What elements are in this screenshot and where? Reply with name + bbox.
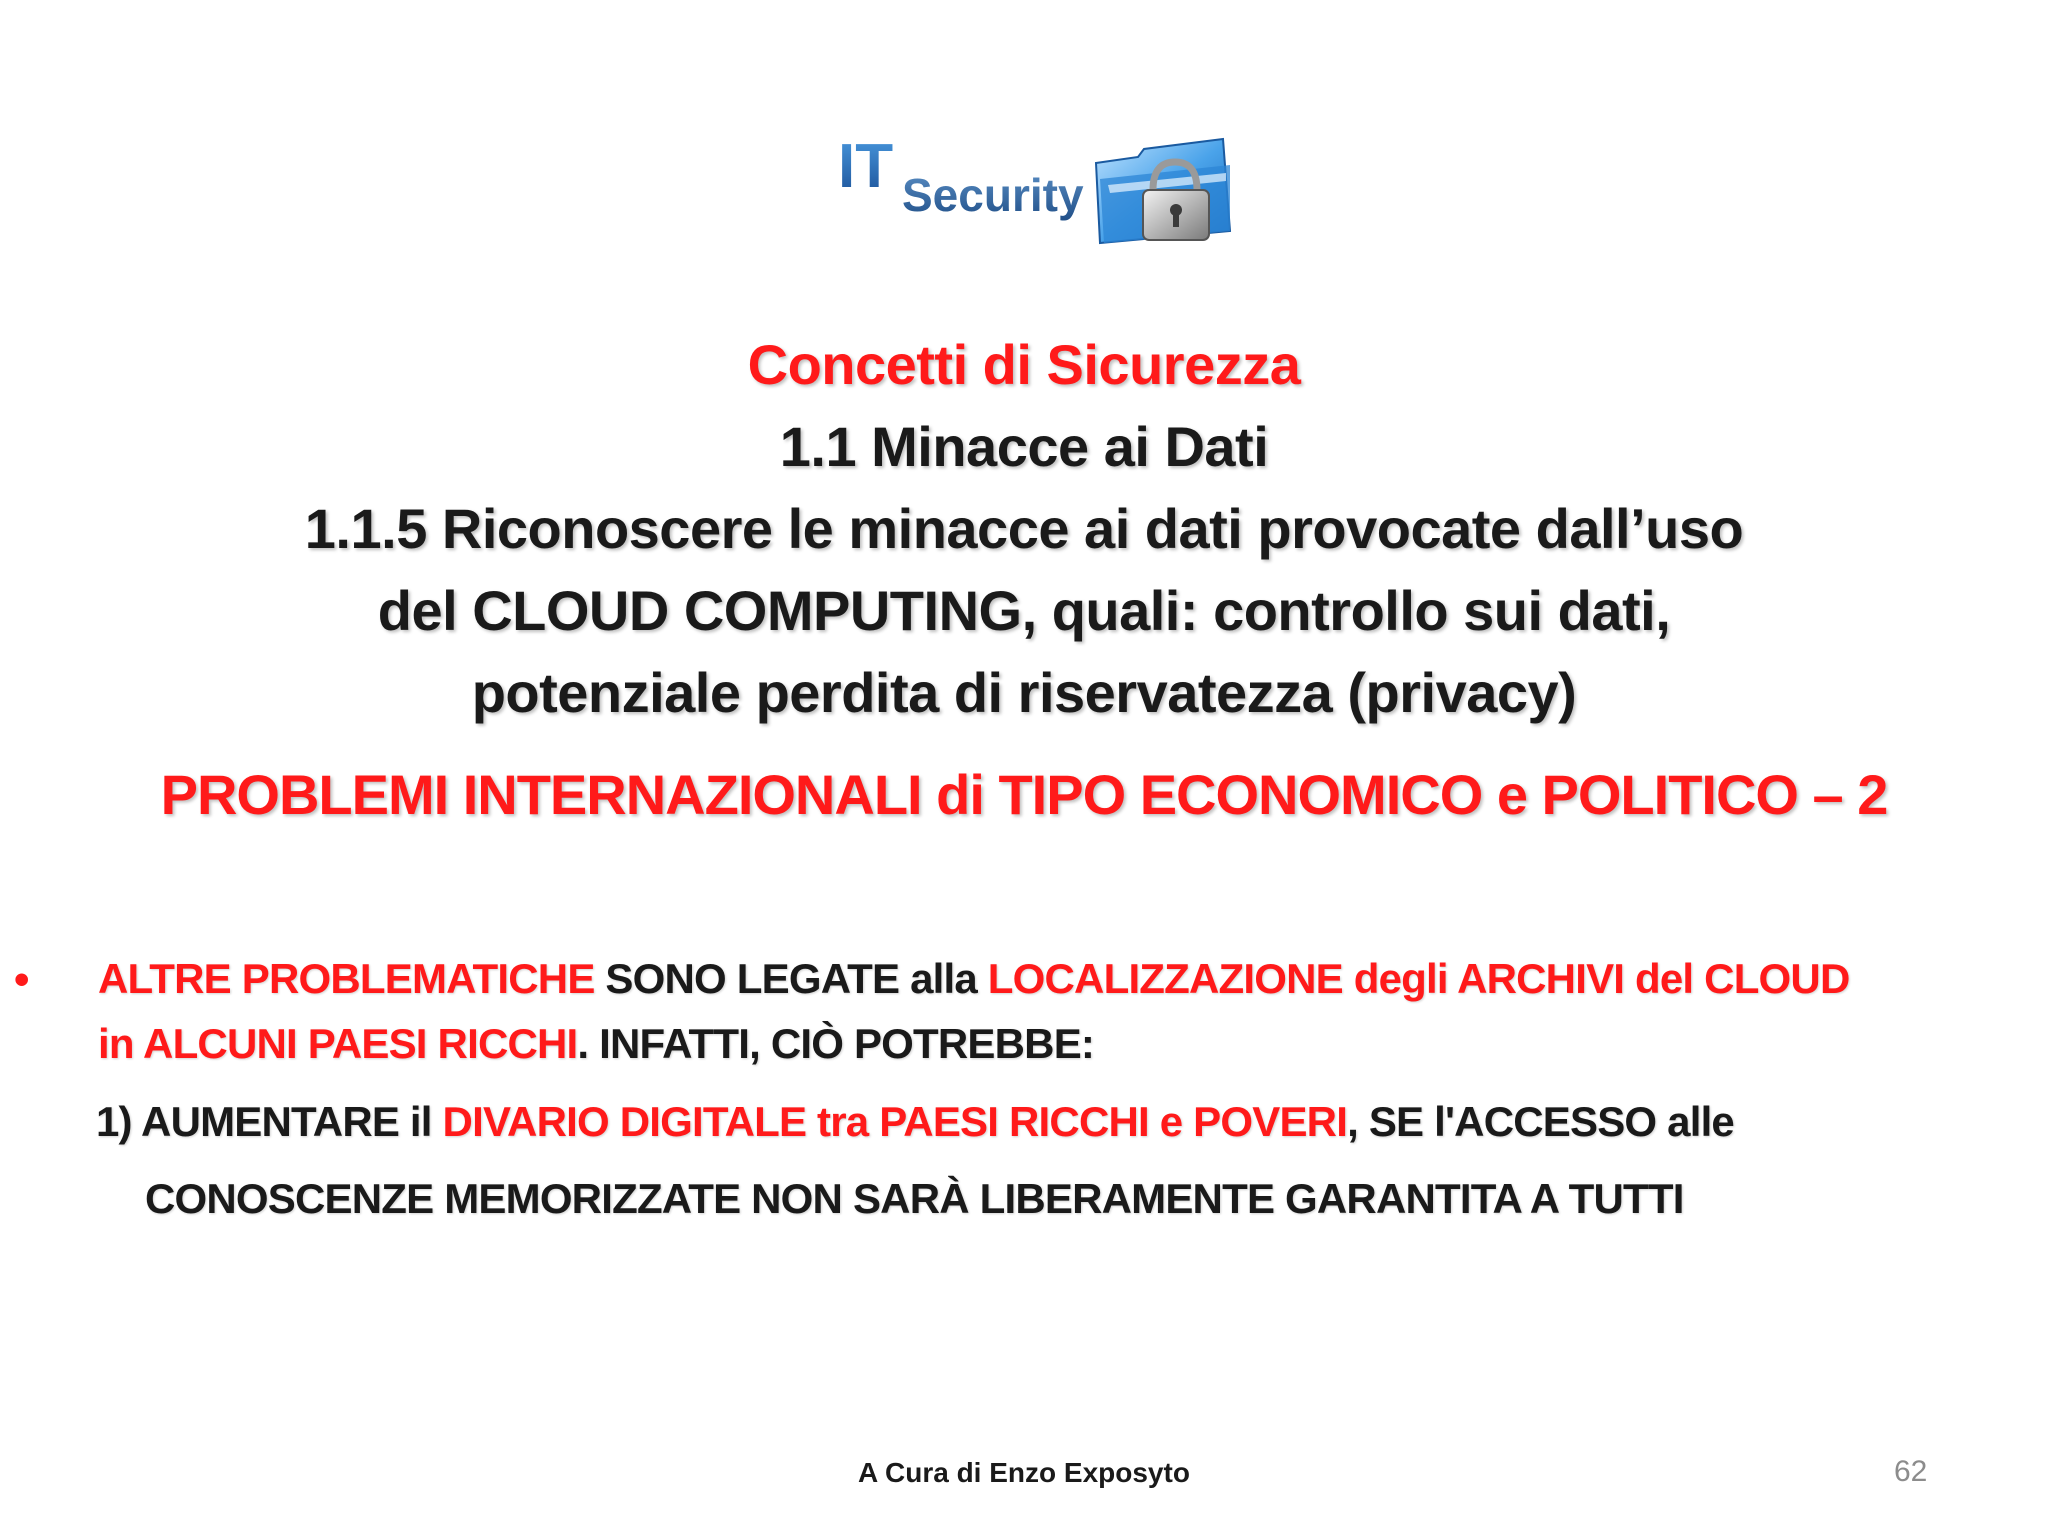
section-title: Concetti di Sicurezza <box>747 333 1301 396</box>
highlight-text: in ALCUNI PAESI RICCHI <box>98 1020 578 1067</box>
numbered-item-line-2: CONOSCENZE MEMORIZZATE NON SARÀ LIBERAMENTE GARANTITA A TUTTI <box>145 1175 1684 1222</box>
bullet-icon: • <box>14 955 30 1004</box>
topic-title-line-2: del CLOUD COMPUTING, quali: controllo sui dati, <box>377 579 1671 642</box>
logo-text-security: Security <box>902 169 1084 221</box>
page-number: 62 <box>1894 1455 1928 1488</box>
logo-text-it: IT <box>838 135 894 201</box>
footer-author: A Cura di Enzo Exposyto <box>858 1457 1190 1488</box>
bullet-text-line-2 <box>98 1020 1094 1068</box>
numbered-item-line-1 <box>96 1098 1734 1146</box>
slide-heading: PROBLEMI INTERNAZIONALI di TIPO ECONOMICO e POLITICO – 2 <box>160 763 1888 826</box>
body-text: . INFATTI, CIÒ POTREBBE: <box>577 1020 1095 1067</box>
highlight-text: ALTRE PROBLEMATICHE <box>98 955 595 1002</box>
body-text: 1) AUMENTARE il <box>96 1098 443 1145</box>
topic-title-line-3: potenziale perdita di riservatezza (privacy) <box>471 661 1577 724</box>
it-security-logo <box>838 135 1238 255</box>
subsection-title: 1.1 Minacce ai Dati <box>779 415 1269 478</box>
folder-lock-icon <box>1096 139 1230 243</box>
highlight-text: LOCALIZZAZIONE degli ARCHIVI del CLOUD <box>987 955 1850 1002</box>
highlight-text: DIVARIO DIGITALE tra PAESI RICCHI e POVERI <box>442 1098 1348 1145</box>
body-text: SONO LEGATE alla <box>594 955 988 1002</box>
topic-title-line-1: 1.1.5 Riconoscere le minacce ai dati provocate dall’uso <box>304 497 1744 560</box>
bullet-text-line-1 <box>98 955 1850 1003</box>
body-text: , SE l'ACCESSO alle <box>1347 1098 1734 1145</box>
